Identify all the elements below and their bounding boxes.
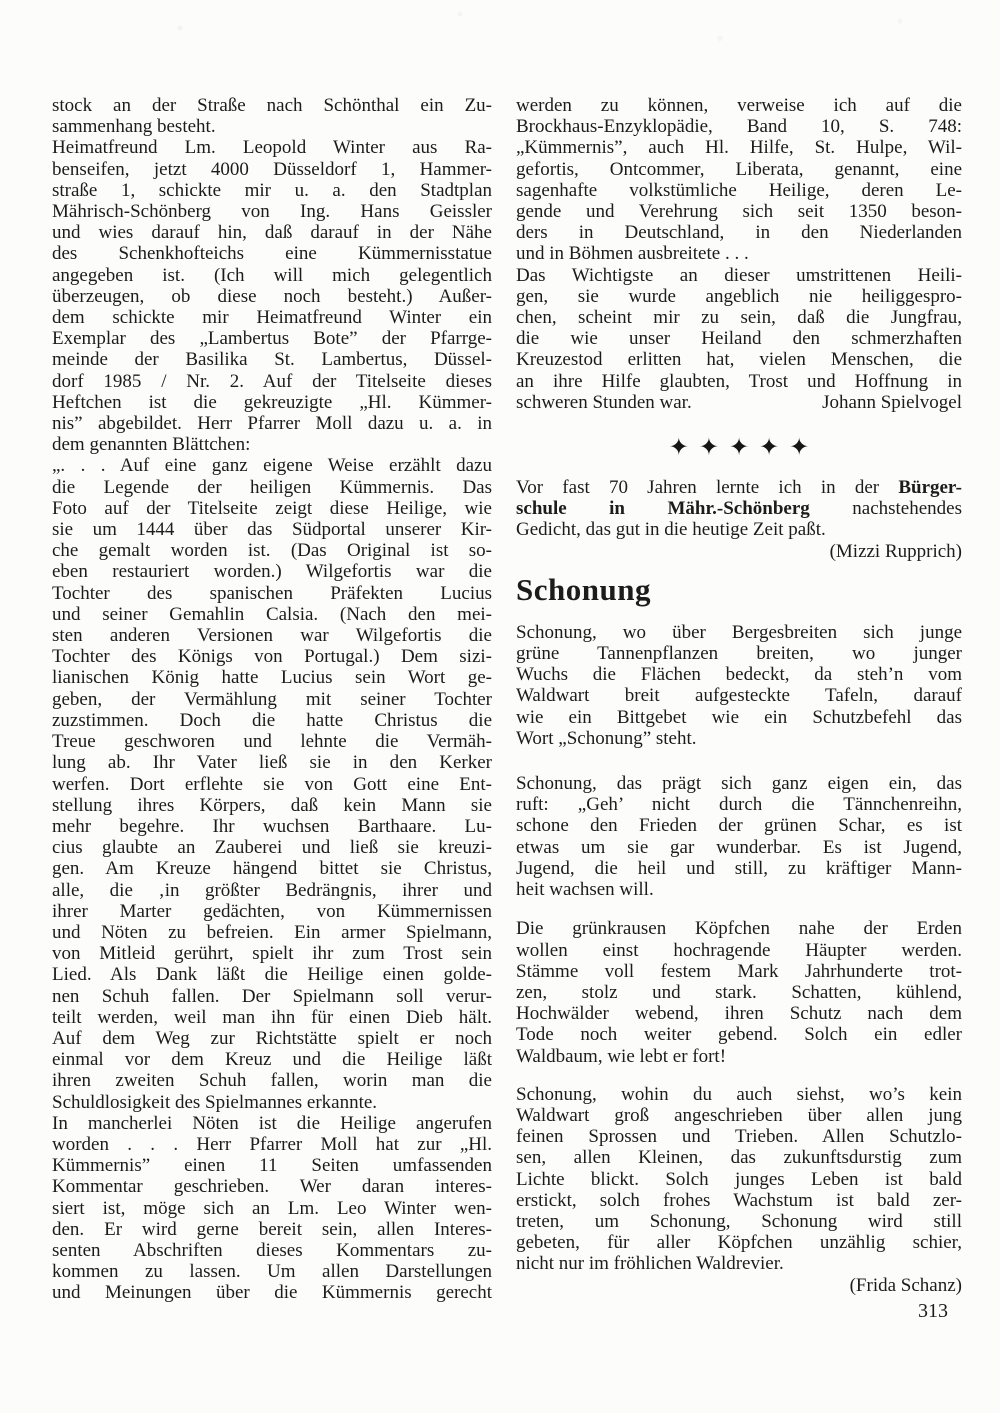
text-line: etwas um sie gar wunderbar. Es ist Jugend, xyxy=(516,836,962,858)
text-line: und seiner Gemahlin Calsia. (Nach den mei- xyxy=(52,603,492,625)
text-line: meinde der Basilika St. Lambertus, Düssel- xyxy=(52,349,492,371)
kuemmernis-continuation-paragraph xyxy=(516,95,962,413)
text-line: senten Abschriften dieses Kommentars zu- xyxy=(52,1239,492,1261)
text-line: und Meinungen über die Kümmernis gerecht xyxy=(52,1282,492,1304)
text-line: „. . . Auf eine ganz eigene Weise erzählt dazu xyxy=(52,455,492,477)
text-line: die Legende der heiligen Kümmernis. Das xyxy=(52,476,492,498)
text-line: Treue geschworen und lehnte die Vermäh- xyxy=(52,731,492,753)
text-line: Waldbaum, wie lebt er fort! xyxy=(516,1045,727,1067)
text-line: erstickt, solch frohes Wachstum ist bald zer- xyxy=(516,1189,962,1211)
text-line: gende und Verehrung sich seit 1350 beson- xyxy=(516,201,962,223)
text-line: stellung ihres Körpers, daß kein Mann sie xyxy=(52,794,492,816)
text-line: und in Böhmen ausbreitete . . . xyxy=(516,243,749,265)
poem-stanza-3 xyxy=(516,918,962,1066)
right-column xyxy=(516,95,962,1296)
text-line: gen. Am Kreuze hängend bittet sie Christus, xyxy=(52,858,492,880)
text-line: siert ist, möge sich an Lm. Leo Winter wen- xyxy=(52,1197,492,1219)
text-line: „Kümmernis”, auch Hl. Hilfe, St. Hulpe, Wil- xyxy=(516,137,962,159)
text-line: zen, stolz und stark. Schatten, kühlend, xyxy=(516,981,962,1003)
text-line: Kreuzestod erlitten hat, vielen Menschen, die xyxy=(516,349,962,371)
text-line: nen Schuh fallen. Der Spielmann soll verur- xyxy=(52,985,492,1007)
author-name: Johann Spielvogel xyxy=(822,391,962,413)
text-line: Schonung, das prägt sich ganz eigen ein, das xyxy=(516,773,962,795)
text-line: (Mizzi Rupprich) xyxy=(829,540,962,562)
text-line: Brockhaus-Enzyklopädie, Band 10, S. 748: xyxy=(516,116,962,138)
text-run: schweren Stunden war. xyxy=(516,391,692,413)
text-line: dem schickte mir Heimatfreund Winter ein xyxy=(52,307,492,329)
text-line: dorf 1985 / Nr. 2. Auf der Titelseite dieses xyxy=(52,370,492,392)
text-line: nicht nur im fröhlichen Waldrevier. xyxy=(516,1253,784,1275)
star-divider xyxy=(516,435,962,461)
text-line: wie ein Bittgebet wie ein Schutzbefehl das xyxy=(516,706,962,728)
text-line: und wies darauf hin, daß darauf in der Nähe xyxy=(52,222,492,244)
text-line: eben restauriert worden.) Wilgefortis war die xyxy=(52,561,492,583)
text-line: treten, um Schonung, Schonung wird still xyxy=(516,1210,962,1232)
text-line: mehr begehre. Ihr wuchsen Barthaare. Lu- xyxy=(52,815,492,837)
text-line: Lied. Als Dank läßt die Heilige einen golde- xyxy=(52,964,492,986)
text-line: gen, sie wurde angeblich nie heiliggespro- xyxy=(516,285,962,307)
text-line: cius glaubte an Zauberei und ließ sie kreuzi- xyxy=(52,837,492,859)
text-line: von Mitleid gerührt, spielt ihr zum Trost sein xyxy=(52,943,492,965)
text-line: angegeben ist. (Ich will mich gelegentlich xyxy=(52,264,492,286)
text-line: lung ab. Ihr Vater ließ sie in den Kerker xyxy=(52,752,492,774)
text-line: sammenhang besteht. xyxy=(52,116,216,138)
bold-text-run: Bürger- xyxy=(898,477,962,499)
text-line: Hochwälder webend, ihren Schutz nach dem xyxy=(516,1003,962,1025)
text-line: dem genannten Blättchen: xyxy=(52,434,251,456)
text-line: Wort „Schonung” steht. xyxy=(516,727,697,749)
text-line: Jugend, die heil und still, zu kräftiger Mann- xyxy=(516,857,962,879)
text-line: teilt werden, weil man ihn für einen Dieb hält. xyxy=(52,1006,492,1028)
left-column xyxy=(52,95,492,1304)
text-line: ruft: „Geh’ nicht durch die Tännchenreihn, xyxy=(516,794,962,816)
text-line: überzeugen, ob diese noch besteht.) Außer- xyxy=(52,285,492,307)
text-line: Exemplar des „Lambertus Bote” der Pfarrge- xyxy=(52,328,492,350)
text-line: des Schenkhofteichs eine Kümmernisstatue xyxy=(52,243,492,265)
four-pointed-star-icon: ✦ xyxy=(759,435,780,462)
text-line: gebeten, für aller Köpfchen unzählig schier, xyxy=(516,1232,962,1254)
text-line: lianischen König hatte Lucius sein Wort ge- xyxy=(52,667,492,689)
text-line: che gemalt worden ist. (Das Original ist so- xyxy=(52,540,492,562)
text-line: chen, scheint mir zu sein, daß die Jungfrau, xyxy=(516,307,962,329)
text-line: die wie unser Heiland den schmerzhaften xyxy=(516,328,962,350)
text-line: Foto auf der Titelseite zeigt diese Heilige, wie xyxy=(52,497,492,519)
scan-noise-texture xyxy=(0,0,1000,70)
text-line: werfen. Dort erflehte sie von Gott eine Ent- xyxy=(52,773,492,795)
text-line: (Frida Schanz) xyxy=(849,1274,962,1296)
text-line: sen, allen Kleinen, das zukunftsdurstig zum xyxy=(516,1147,962,1169)
text-line: kommen zu lassen. Um allen Darstellungen xyxy=(52,1261,492,1283)
text-line xyxy=(516,498,962,519)
text-line: an ihre Hilfe glaubten, Trost und Hoffnung in xyxy=(516,370,962,392)
text-line: geben, der Vermählung mit seiner Tochter xyxy=(52,688,492,710)
text-line: Kümmernis” einen 11 Seiten umfassenden xyxy=(52,1155,492,1177)
text-line: straße 1, schickte mir u. a. den Stadtplan xyxy=(52,179,492,201)
text-line: Auf dem Weg zur Richtstätte spielt er noch xyxy=(52,1027,492,1049)
text-line: Heimatfreund Lm. Leopold Winter aus Ra- xyxy=(52,137,492,159)
text-line: Schonung, wo über Bergesbreiten sich junge xyxy=(516,621,962,643)
text-line: stock an der Straße nach Schönthal ein Zu- xyxy=(52,95,492,116)
bold-text-run: schule in Mähr.-Schönberg xyxy=(516,498,810,520)
text-line: feinen Sprossen und Trieben. Allen Schutzlo- xyxy=(516,1126,962,1148)
text-line: Lichte blickt. Solch junges Leben ist bald xyxy=(516,1168,962,1190)
four-pointed-star-icon: ✦ xyxy=(668,435,689,462)
four-pointed-star-icon: ✦ xyxy=(789,435,810,462)
text-line: zuzstimmen. Doch die hatte Christus die xyxy=(52,709,492,731)
text-line: In mancherlei Nöten ist die Heilige angerufen xyxy=(52,1112,492,1134)
text-line: Heftchen ist die gekreuzigte „Hl. Kümmer- xyxy=(52,391,492,413)
poem-introduction xyxy=(516,477,962,562)
text-line: Tochter des spanischen Präfekten Lucius xyxy=(52,582,492,604)
poem-stanza-4 xyxy=(516,1084,962,1296)
text-line: einmal vor dem Kreuz und die Heilige läßt xyxy=(52,1049,492,1071)
page-number: 313 xyxy=(918,1300,948,1322)
poem-stanza-1 xyxy=(516,622,962,749)
text-line: Mährisch-Schönberg von Ing. Hans Geissler xyxy=(52,201,492,223)
text-line: sagenhafte volkstümliche Heilige, deren Le- xyxy=(516,179,962,201)
text-run: nachstehendes xyxy=(809,498,962,520)
four-pointed-star-icon: ✦ xyxy=(698,435,719,462)
text-line: heit wachsen will. xyxy=(516,879,654,901)
text-line: schone den Frieden der grünen Schar, es ist xyxy=(516,815,962,837)
text-line: alle, die ‚in größter Bedrängnis, ihrer und xyxy=(52,879,492,901)
text-line: sten anderen Versionen war Wilgefortis die xyxy=(52,625,492,647)
text-line: grüne Tannenpflanzen breiten, wo junger xyxy=(516,643,962,665)
text-line: Das Wichtigste an dieser umstrittenen Heili- xyxy=(516,264,962,286)
text-line: den. Er wird gerne bereit sein, allen Interes- xyxy=(52,1218,492,1240)
text-line: Tode noch weiter gebend. Solch ein edler xyxy=(516,1024,962,1046)
text-line: nis” abgebildet. Herr Pfarrer Moll dazu u. a. in xyxy=(52,413,492,435)
text-line: und Nöten zu befreien. Ein armer Spielmann, xyxy=(52,921,492,943)
text-line: worden . . . Herr Pfarrer Moll hat zur „Hl. xyxy=(52,1133,492,1155)
text-line: Schuldlosigkeit des Spielmannes erkannte. xyxy=(52,1091,378,1113)
text-line: werden zu können, verweise ich auf die xyxy=(516,95,962,116)
text-line: benseifen, jetzt 4000 Düsseldorf 1, Hammer- xyxy=(52,158,492,180)
poem-stanza-2 xyxy=(516,773,962,900)
text-line: gefortis, Ontcommer, Liberata, genannt, eine xyxy=(516,158,962,180)
text-run: Vor fast 70 Jahren lernte ich in der xyxy=(516,477,899,499)
poem-title: Schonung xyxy=(516,571,651,607)
text-line: Stämme voll festem Mark Jahrhunderte trot- xyxy=(516,960,962,982)
text-line: Gedicht, das gut in die heutige Zeit paßt. xyxy=(516,519,826,541)
text-line: ihrer Marter gedächten, von Kümmernissen xyxy=(52,900,492,922)
text-line: ders in Deutschland, in den Niederlanden xyxy=(516,222,962,244)
text-line: Schonung, wohin du auch siehst, wo’s kein xyxy=(516,1083,962,1105)
text-line: Waldwart breit aufgesteckte Tafeln, darauf xyxy=(516,685,962,707)
four-pointed-star-icon: ✦ xyxy=(728,435,750,462)
text-line: ihren zweiten Schuh fallen, worin man die xyxy=(52,1070,492,1092)
text-line: Wuchs die Flächen bedeckt, da steh’n vom xyxy=(516,664,962,686)
text-line: Die grünkrausen Köpfchen nahe der Erden xyxy=(516,918,962,940)
text-line xyxy=(516,477,962,498)
text-line: Kommentar geschrieben. Wer daran interes- xyxy=(52,1176,492,1198)
text-line: Tochter des Königs von Portugal.) Dem sizi- xyxy=(52,646,492,668)
text-line: Waldwart groß angeschrieben über allen jung xyxy=(516,1104,962,1126)
text-line: wollen einst hochragende Häupter werden. xyxy=(516,939,962,961)
text-line xyxy=(516,392,962,413)
text-line: sie um 1444 über das Südportal unserer Kir- xyxy=(52,519,492,541)
